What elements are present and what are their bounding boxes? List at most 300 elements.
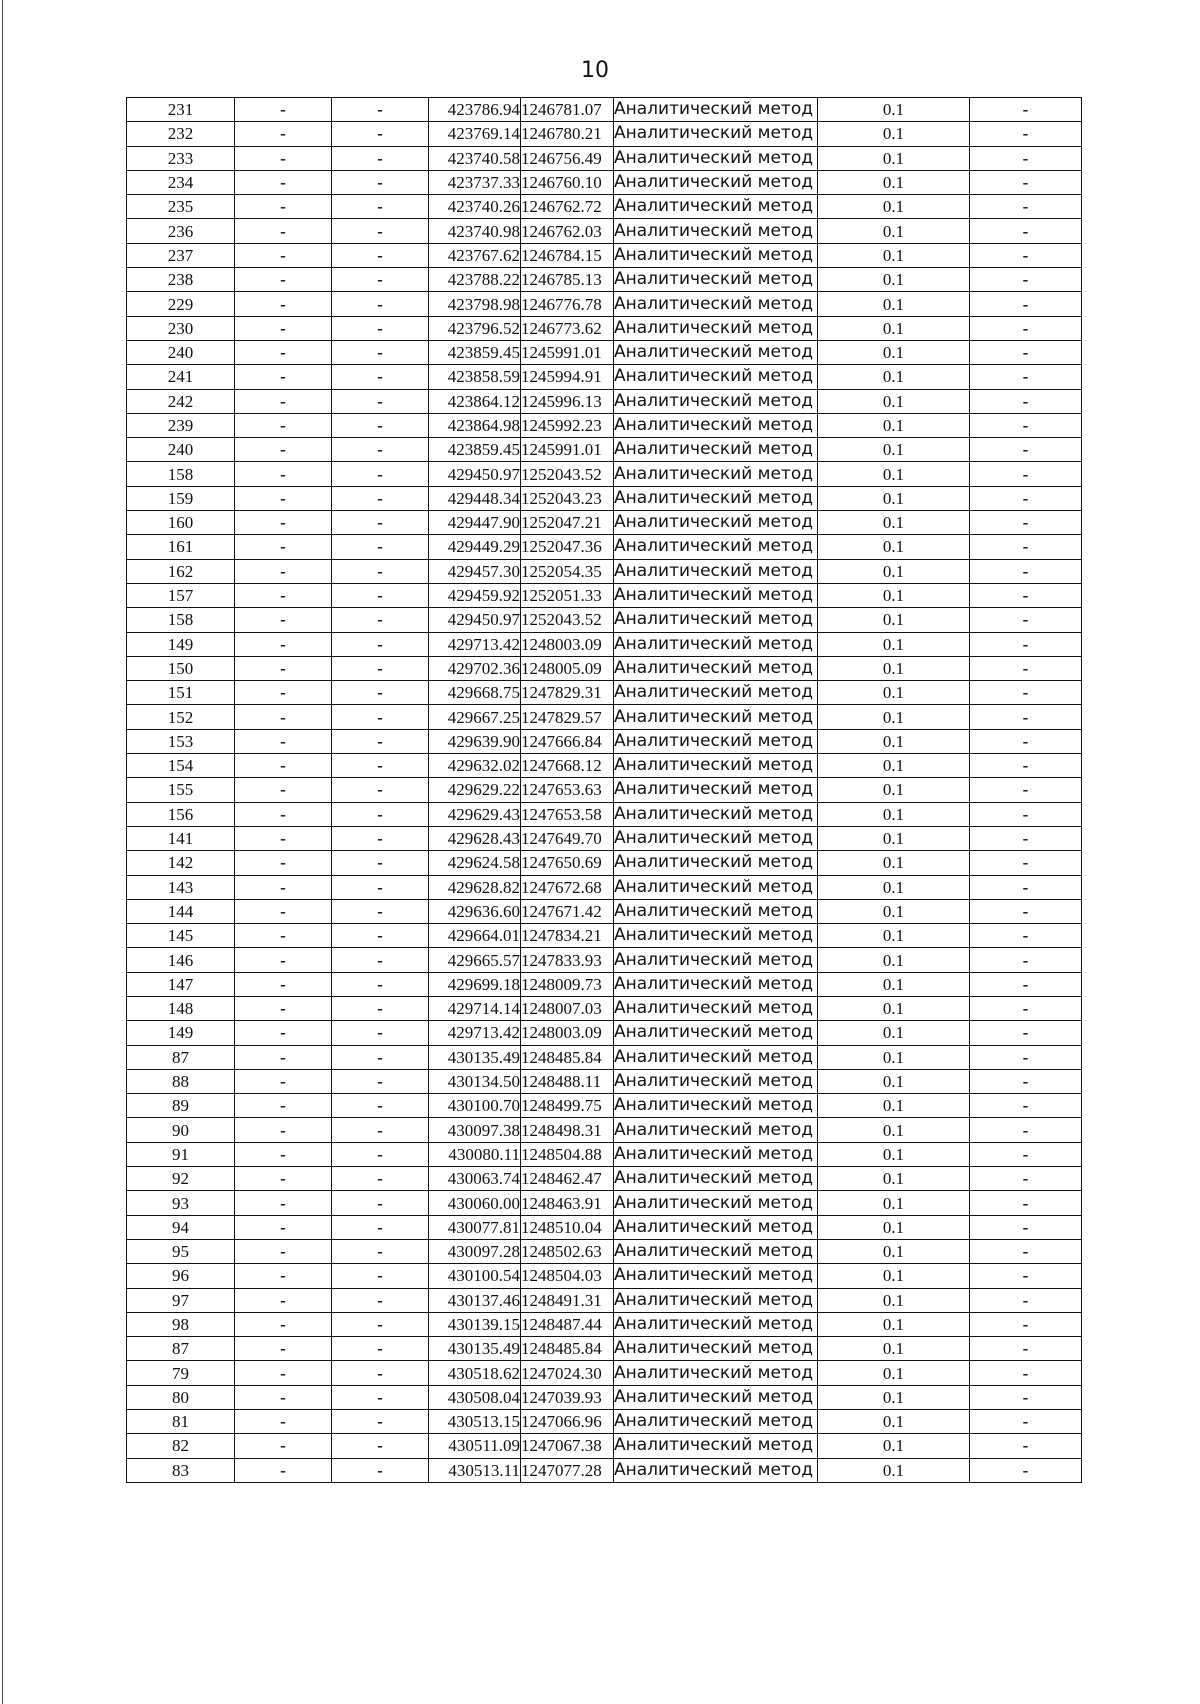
cell-description: -: [970, 292, 1082, 316]
cell-point-number: 240: [127, 438, 235, 462]
cell-x-coordinate: 430077.81: [429, 1215, 521, 1239]
cell-x-coordinate: 423740.26: [429, 195, 521, 219]
cell-x-coordinate: 430100.54: [429, 1264, 521, 1288]
cell-x-old: -: [235, 924, 332, 948]
cell-x-coordinate: 430100.70: [429, 1094, 521, 1118]
cell-point-number: 146: [127, 948, 235, 972]
cell-description: -: [970, 802, 1082, 826]
cell-y-coordinate: 1247829.31: [521, 681, 614, 705]
cell-point-number: 230: [127, 316, 235, 340]
cell-point-number: 233: [127, 146, 235, 170]
cell-x-old: -: [235, 1215, 332, 1239]
cell-precision: 0.1: [818, 729, 970, 753]
cell-x-old: -: [235, 1337, 332, 1361]
cell-point-number: 142: [127, 851, 235, 875]
cell-y-old: -: [332, 340, 429, 364]
table-row: [127, 1239, 1082, 1263]
cell-x-old: -: [235, 316, 332, 340]
cell-method: Аналитический метод: [614, 826, 818, 850]
cell-x-old: -: [235, 1361, 332, 1385]
cell-point-number: 241: [127, 365, 235, 389]
cell-method: Аналитический метод: [614, 1118, 818, 1142]
cell-precision: 0.1: [818, 1118, 970, 1142]
cell-x-old: -: [235, 656, 332, 680]
cell-x-old: -: [235, 778, 332, 802]
cell-point-number: 158: [127, 608, 235, 632]
cell-method: Аналитический метод: [614, 1312, 818, 1336]
table-body: [127, 98, 1082, 1483]
cell-y-old: -: [332, 1337, 429, 1361]
cell-x-coordinate: 429714.14: [429, 996, 521, 1020]
cell-y-coordinate: 1247833.93: [521, 948, 614, 972]
cell-method: Аналитический метод: [614, 948, 818, 972]
cell-y-coordinate: 1248498.31: [521, 1118, 614, 1142]
cell-precision: 0.1: [818, 681, 970, 705]
cell-description: -: [970, 875, 1082, 899]
cell-method: Аналитический метод: [614, 1239, 818, 1263]
table-row: [127, 826, 1082, 850]
cell-y-old: -: [332, 365, 429, 389]
cell-x-coordinate: 423864.12: [429, 389, 521, 413]
cell-point-number: 141: [127, 826, 235, 850]
cell-method: Аналитический метод: [614, 535, 818, 559]
cell-y-old: -: [332, 632, 429, 656]
cell-x-old: -: [235, 365, 332, 389]
cell-description: -: [970, 1021, 1082, 1045]
cell-point-number: 81: [127, 1410, 235, 1434]
cell-y-old: -: [332, 413, 429, 437]
cell-x-coordinate: 429448.34: [429, 486, 521, 510]
cell-x-old: -: [235, 681, 332, 705]
table-row: [127, 365, 1082, 389]
table-row: [127, 754, 1082, 778]
table-row: [127, 98, 1082, 122]
cell-description: -: [970, 851, 1082, 875]
cell-x-coordinate: 429699.18: [429, 972, 521, 996]
cell-description: -: [970, 948, 1082, 972]
cell-point-number: 91: [127, 1142, 235, 1166]
cell-x-old: -: [235, 1288, 332, 1312]
cell-x-old: -: [235, 875, 332, 899]
cell-y-coordinate: 1247666.84: [521, 729, 614, 753]
cell-point-number: 231: [127, 98, 235, 122]
cell-x-coordinate: 423786.94: [429, 98, 521, 122]
cell-precision: 0.1: [818, 851, 970, 875]
cell-x-coordinate: 430137.46: [429, 1288, 521, 1312]
cell-point-number: 234: [127, 170, 235, 194]
cell-point-number: 147: [127, 972, 235, 996]
table-row: [127, 219, 1082, 243]
cell-precision: 0.1: [818, 1239, 970, 1263]
cell-x-coordinate: 429447.90: [429, 511, 521, 535]
cell-method: Аналитический метод: [614, 1385, 818, 1409]
cell-description: -: [970, 1288, 1082, 1312]
cell-precision: 0.1: [818, 511, 970, 535]
cell-method: Аналитический метод: [614, 875, 818, 899]
table-row: [127, 583, 1082, 607]
cell-x-coordinate: 430513.15: [429, 1410, 521, 1434]
cell-method: Аналитический метод: [614, 316, 818, 340]
cell-point-number: 161: [127, 535, 235, 559]
cell-point-number: 157: [127, 583, 235, 607]
cell-x-old: -: [235, 1264, 332, 1288]
cell-point-number: 88: [127, 1069, 235, 1093]
cell-precision: 0.1: [818, 195, 970, 219]
cell-x-coordinate: 423740.58: [429, 146, 521, 170]
cell-y-coordinate: 1247649.70: [521, 826, 614, 850]
table-row: [127, 996, 1082, 1020]
cell-x-old: -: [235, 802, 332, 826]
cell-y-old: -: [332, 438, 429, 462]
table-row: [127, 924, 1082, 948]
cell-precision: 0.1: [818, 1094, 970, 1118]
cell-y-old: -: [332, 583, 429, 607]
cell-x-coordinate: 430511.09: [429, 1434, 521, 1458]
table-row: [127, 1045, 1082, 1069]
cell-x-coordinate: 423737.33: [429, 170, 521, 194]
cell-precision: 0.1: [818, 170, 970, 194]
cell-method: Аналитический метод: [614, 972, 818, 996]
table-row: [127, 1191, 1082, 1215]
cell-y-old: -: [332, 1045, 429, 1069]
cell-precision: 0.1: [818, 1385, 970, 1409]
cell-point-number: 94: [127, 1215, 235, 1239]
cell-y-coordinate: 1246776.78: [521, 292, 614, 316]
cell-y-coordinate: 1246784.15: [521, 243, 614, 267]
cell-y-coordinate: 1248005.09: [521, 656, 614, 680]
cell-precision: 0.1: [818, 268, 970, 292]
cell-y-old: -: [332, 802, 429, 826]
cell-y-old: -: [332, 1361, 429, 1385]
cell-point-number: 158: [127, 462, 235, 486]
cell-method: Аналитический метод: [614, 1094, 818, 1118]
cell-point-number: 87: [127, 1337, 235, 1361]
table-row: [127, 1385, 1082, 1409]
cell-method: Аналитический метод: [614, 729, 818, 753]
cell-y-old: -: [332, 875, 429, 899]
cell-point-number: 148: [127, 996, 235, 1020]
table-row: [127, 243, 1082, 267]
cell-description: -: [970, 1337, 1082, 1361]
cell-precision: 0.1: [818, 1337, 970, 1361]
table-row: [127, 316, 1082, 340]
cell-x-coordinate: 430060.00: [429, 1191, 521, 1215]
cell-method: Аналитический метод: [614, 705, 818, 729]
cell-method: Аналитический метод: [614, 486, 818, 510]
cell-description: -: [970, 340, 1082, 364]
cell-method: Аналитический метод: [614, 122, 818, 146]
cell-description: -: [970, 122, 1082, 146]
cell-x-coordinate: 429624.58: [429, 851, 521, 875]
cell-point-number: 150: [127, 656, 235, 680]
cell-y-coordinate: 1252047.36: [521, 535, 614, 559]
cell-x-old: -: [235, 486, 332, 510]
cell-x-coordinate: 429629.43: [429, 802, 521, 826]
page-number: 10: [581, 58, 609, 83]
cell-x-old: -: [235, 754, 332, 778]
cell-point-number: 151: [127, 681, 235, 705]
cell-x-old: -: [235, 705, 332, 729]
cell-y-old: -: [332, 559, 429, 583]
table-row: [127, 851, 1082, 875]
cell-description: -: [970, 826, 1082, 850]
cell-point-number: 96: [127, 1264, 235, 1288]
cell-method: Аналитический метод: [614, 243, 818, 267]
cell-precision: 0.1: [818, 899, 970, 923]
cell-x-old: -: [235, 899, 332, 923]
cell-description: -: [970, 462, 1082, 486]
cell-point-number: 242: [127, 389, 235, 413]
cell-description: -: [970, 681, 1082, 705]
cell-precision: 0.1: [818, 122, 970, 146]
cell-method: Аналитический метод: [614, 1167, 818, 1191]
cell-precision: 0.1: [818, 1312, 970, 1336]
cell-x-coordinate: 429628.82: [429, 875, 521, 899]
cell-x-coordinate: 430063.74: [429, 1167, 521, 1191]
cell-method: Аналитический метод: [614, 1458, 818, 1482]
cell-x-coordinate: 429639.90: [429, 729, 521, 753]
cell-point-number: 80: [127, 1385, 235, 1409]
cell-point-number: 93: [127, 1191, 235, 1215]
cell-y-coordinate: 1246785.13: [521, 268, 614, 292]
cell-x-old: -: [235, 559, 332, 583]
cell-method: Аналитический метод: [614, 1410, 818, 1434]
cell-method: Аналитический метод: [614, 98, 818, 122]
cell-y-coordinate: 1247024.30: [521, 1361, 614, 1385]
table-row: [127, 486, 1082, 510]
cell-method: Аналитический метод: [614, 170, 818, 194]
cell-y-coordinate: 1248462.47: [521, 1167, 614, 1191]
cell-x-old: -: [235, 292, 332, 316]
cell-x-coordinate: 429664.01: [429, 924, 521, 948]
cell-x-old: -: [235, 413, 332, 437]
cell-y-coordinate: 1252043.23: [521, 486, 614, 510]
cell-y-coordinate: 1252043.52: [521, 462, 614, 486]
cell-method: Аналитический метод: [614, 340, 818, 364]
cell-description: -: [970, 195, 1082, 219]
cell-x-coordinate: 429668.75: [429, 681, 521, 705]
cell-point-number: 149: [127, 632, 235, 656]
cell-y-coordinate: 1248504.88: [521, 1142, 614, 1166]
cell-description: -: [970, 1361, 1082, 1385]
cell-y-coordinate: 1247077.28: [521, 1458, 614, 1482]
cell-precision: 0.1: [818, 1069, 970, 1093]
cell-y-coordinate: 1248491.31: [521, 1288, 614, 1312]
cell-x-coordinate: 423767.62: [429, 243, 521, 267]
cell-precision: 0.1: [818, 462, 970, 486]
cell-description: -: [970, 559, 1082, 583]
cell-point-number: 87: [127, 1045, 235, 1069]
cell-y-old: -: [332, 924, 429, 948]
cell-y-old: -: [332, 1312, 429, 1336]
cell-y-coordinate: 1247668.12: [521, 754, 614, 778]
cell-x-old: -: [235, 219, 332, 243]
cell-y-old: -: [332, 292, 429, 316]
table-row: [127, 268, 1082, 292]
cell-description: -: [970, 219, 1082, 243]
cell-x-coordinate: 429713.42: [429, 1021, 521, 1045]
table-row: [127, 170, 1082, 194]
cell-y-old: -: [332, 608, 429, 632]
cell-y-coordinate: 1246762.72: [521, 195, 614, 219]
cell-y-old: -: [332, 219, 429, 243]
cell-x-old: -: [235, 632, 332, 656]
cell-y-old: -: [332, 1167, 429, 1191]
cell-precision: 0.1: [818, 1215, 970, 1239]
cell-method: Аналитический метод: [614, 608, 818, 632]
cell-description: -: [970, 1045, 1082, 1069]
table-row: [127, 1094, 1082, 1118]
cell-point-number: 156: [127, 802, 235, 826]
cell-point-number: 82: [127, 1434, 235, 1458]
cell-point-number: 144: [127, 899, 235, 923]
cell-y-coordinate: 1245992.23: [521, 413, 614, 437]
cell-y-old: -: [332, 899, 429, 923]
cell-y-coordinate: 1246773.62: [521, 316, 614, 340]
cell-description: -: [970, 1458, 1082, 1482]
cell-y-coordinate: 1247650.69: [521, 851, 614, 875]
cell-x-coordinate: 429636.60: [429, 899, 521, 923]
cell-y-coordinate: 1247653.58: [521, 802, 614, 826]
cell-y-coordinate: 1245996.13: [521, 389, 614, 413]
cell-point-number: 232: [127, 122, 235, 146]
cell-x-coordinate: 430097.38: [429, 1118, 521, 1142]
cell-x-coordinate: 430080.11: [429, 1142, 521, 1166]
cell-y-coordinate: 1247039.93: [521, 1385, 614, 1409]
cell-point-number: 145: [127, 924, 235, 948]
cell-y-coordinate: 1247672.68: [521, 875, 614, 899]
cell-method: Аналитический метод: [614, 1264, 818, 1288]
cell-x-old: -: [235, 389, 332, 413]
cell-precision: 0.1: [818, 438, 970, 462]
cell-x-coordinate: 430508.04: [429, 1385, 521, 1409]
cell-method: Аналитический метод: [614, 924, 818, 948]
cell-precision: 0.1: [818, 535, 970, 559]
cell-y-coordinate: 1248003.09: [521, 1021, 614, 1045]
table-row: [127, 1458, 1082, 1482]
cell-x-coordinate: 429713.42: [429, 632, 521, 656]
cell-x-coordinate: 423769.14: [429, 122, 521, 146]
cell-x-old: -: [235, 972, 332, 996]
cell-x-old: -: [235, 1434, 332, 1458]
cell-description: -: [970, 486, 1082, 510]
cell-method: Аналитический метод: [614, 681, 818, 705]
cell-description: -: [970, 583, 1082, 607]
cell-y-old: -: [332, 972, 429, 996]
cell-point-number: 235: [127, 195, 235, 219]
cell-x-coordinate: 429457.30: [429, 559, 521, 583]
cell-precision: 0.1: [818, 1045, 970, 1069]
table-row: [127, 559, 1082, 583]
table-row: [127, 535, 1082, 559]
cell-method: Аналитический метод: [614, 754, 818, 778]
cell-method: Аналитический метод: [614, 1045, 818, 1069]
cell-method: Аналитический метод: [614, 996, 818, 1020]
cell-method: Аналитический метод: [614, 559, 818, 583]
cell-method: Аналитический метод: [614, 413, 818, 437]
cell-description: -: [970, 413, 1082, 437]
table-row: [127, 292, 1082, 316]
cell-description: -: [970, 705, 1082, 729]
table-row: [127, 146, 1082, 170]
cell-x-old: -: [235, 98, 332, 122]
cell-y-old: -: [332, 729, 429, 753]
table-row: [127, 1264, 1082, 1288]
cell-description: -: [970, 170, 1082, 194]
coordinates-table: [126, 97, 1082, 1483]
cell-x-old: -: [235, 1118, 332, 1142]
cell-x-coordinate: 423859.45: [429, 438, 521, 462]
cell-x-old: -: [235, 268, 332, 292]
cell-point-number: 155: [127, 778, 235, 802]
cell-x-coordinate: 429702.36: [429, 656, 521, 680]
cell-x-coordinate: 429667.25: [429, 705, 521, 729]
cell-y-old: -: [332, 681, 429, 705]
cell-method: Аналитический метод: [614, 365, 818, 389]
cell-x-old: -: [235, 1410, 332, 1434]
cell-precision: 0.1: [818, 365, 970, 389]
cell-point-number: 143: [127, 875, 235, 899]
cell-x-coordinate: 423858.59: [429, 365, 521, 389]
cell-point-number: 89: [127, 1094, 235, 1118]
cell-description: -: [970, 656, 1082, 680]
cell-y-old: -: [332, 1069, 429, 1093]
cell-y-coordinate: 1252043.52: [521, 608, 614, 632]
cell-point-number: 160: [127, 511, 235, 535]
table-row: [127, 389, 1082, 413]
cell-x-coordinate: 423788.22: [429, 268, 521, 292]
cell-method: Аналитический метод: [614, 1288, 818, 1312]
cell-description: -: [970, 1434, 1082, 1458]
table-row: [127, 1337, 1082, 1361]
cell-description: -: [970, 1312, 1082, 1336]
cell-method: Аналитический метод: [614, 268, 818, 292]
table-row: [127, 1118, 1082, 1142]
cell-precision: 0.1: [818, 608, 970, 632]
cell-x-old: -: [235, 1191, 332, 1215]
cell-x-old: -: [235, 146, 332, 170]
cell-precision: 0.1: [818, 1434, 970, 1458]
cell-x-coordinate: 429628.43: [429, 826, 521, 850]
cell-precision: 0.1: [818, 1264, 970, 1288]
cell-y-old: -: [332, 1434, 429, 1458]
cell-method: Аналитический метод: [614, 1337, 818, 1361]
cell-description: -: [970, 1410, 1082, 1434]
cell-description: -: [970, 268, 1082, 292]
cell-precision: 0.1: [818, 340, 970, 364]
cell-y-old: -: [332, 486, 429, 510]
cell-y-old: -: [332, 996, 429, 1020]
cell-y-coordinate: 1252047.21: [521, 511, 614, 535]
cell-method: Аналитический метод: [614, 583, 818, 607]
cell-y-coordinate: 1248499.75: [521, 1094, 614, 1118]
cell-description: -: [970, 1239, 1082, 1263]
cell-x-coordinate: 430139.15: [429, 1312, 521, 1336]
cell-method: Аналитический метод: [614, 1142, 818, 1166]
cell-y-old: -: [332, 535, 429, 559]
cell-x-old: -: [235, 851, 332, 875]
cell-description: -: [970, 899, 1082, 923]
cell-method: Аналитический метод: [614, 802, 818, 826]
cell-precision: 0.1: [818, 656, 970, 680]
cell-x-old: -: [235, 996, 332, 1020]
cell-precision: 0.1: [818, 1458, 970, 1482]
cell-precision: 0.1: [818, 1191, 970, 1215]
table-row: [127, 875, 1082, 899]
cell-point-number: 149: [127, 1021, 235, 1045]
cell-precision: 0.1: [818, 243, 970, 267]
cell-method: Аналитический метод: [614, 389, 818, 413]
